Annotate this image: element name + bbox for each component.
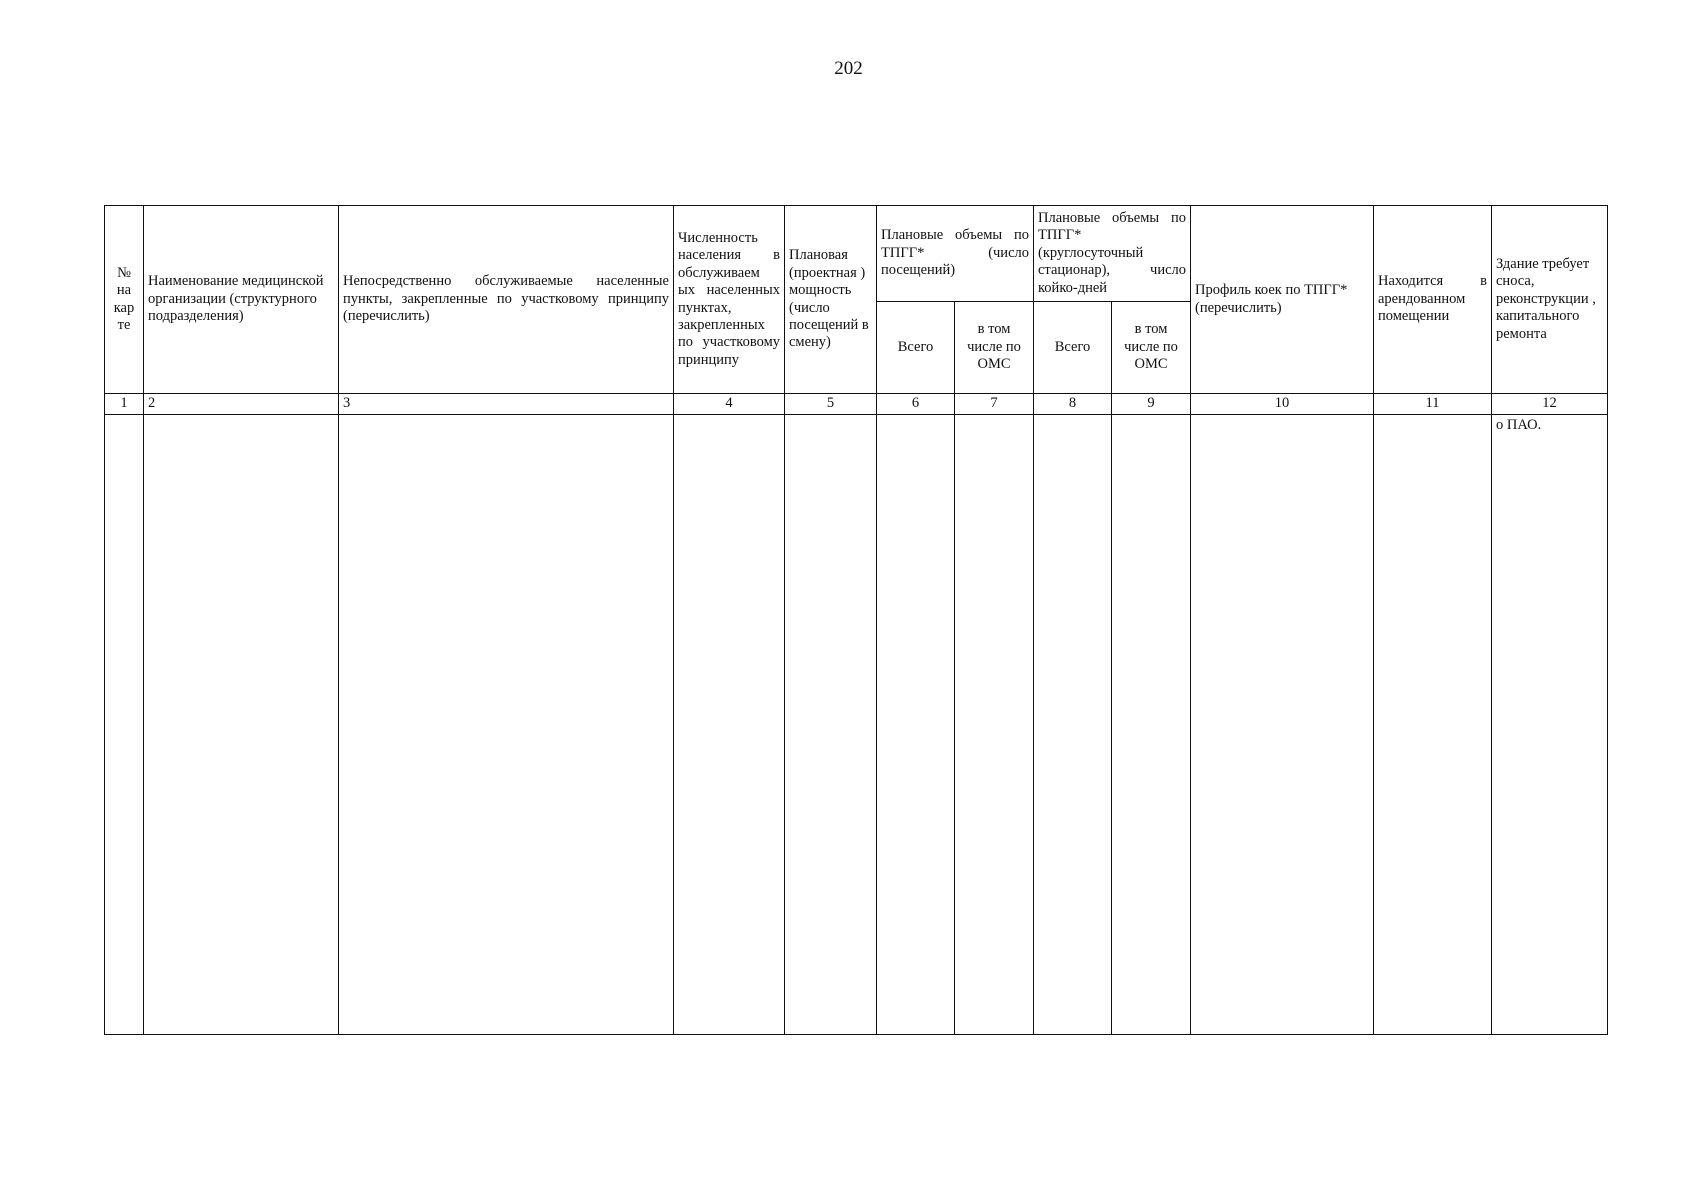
body-cell-2 <box>144 415 339 1035</box>
column-number: 12 <box>1492 394 1608 415</box>
header-col-3: Непосредственно обслуживаемые населенные пункты, закрепленные по участковому принципу (перечислить) <box>339 206 674 394</box>
page-number: 202 <box>834 58 863 79</box>
column-number-row <box>105 394 1608 415</box>
column-number: 1 <box>105 394 144 415</box>
body-cell-3 <box>339 415 674 1035</box>
body-cell-12: о ПАО. <box>1492 415 1608 1035</box>
column-number: 2 <box>144 394 339 415</box>
body-cell-6 <box>877 415 955 1035</box>
body-cell-7 <box>955 415 1034 1035</box>
header-col-5: Плановая (проектная ) мощность (число посещений в смену) <box>785 206 877 394</box>
header-col-2: Наименование медицинской организации (структурного подразделения) <box>144 206 339 394</box>
table-body-row <box>105 415 1608 1035</box>
column-number: 4 <box>674 394 785 415</box>
header-col-6: Всего <box>877 302 955 394</box>
body-cell-5 <box>785 415 877 1035</box>
header-row-1 <box>105 206 1608 302</box>
column-number: 8 <box>1034 394 1112 415</box>
data-table <box>104 205 1608 1035</box>
body-cell-1 <box>105 415 144 1035</box>
body-cell-11 <box>1374 415 1492 1035</box>
column-number: 10 <box>1191 394 1374 415</box>
header-col-1: № на кар те <box>105 206 144 394</box>
header-col-9: в том числе по ОМС <box>1112 302 1191 394</box>
body-cell-8 <box>1034 415 1112 1035</box>
column-number: 3 <box>339 394 674 415</box>
header-group-8-9: Плановые объемы по ТПГГ* (круглосуточный стационар), число койко-дней <box>1034 206 1191 302</box>
column-number: 9 <box>1112 394 1191 415</box>
body-cell-4 <box>674 415 785 1035</box>
header-col-8: Всего <box>1034 302 1112 394</box>
body-cell-10 <box>1191 415 1374 1035</box>
header-col-7: в том числе по ОМС <box>955 302 1034 394</box>
column-number: 6 <box>877 394 955 415</box>
column-number: 7 <box>955 394 1034 415</box>
column-number: 5 <box>785 394 877 415</box>
column-number: 11 <box>1374 394 1492 415</box>
header-group-6-7: Плановые объемы по ТПГГ* (число посещений) <box>877 206 1034 302</box>
header-col-10: Профиль коек по ТПГГ* (перечислить) <box>1191 206 1374 394</box>
header-col-12: Здание требует сноса, реконструкции , капитального ремонта <box>1492 206 1608 394</box>
header-col-4: Численность населения в обслуживаем ых населенных пунктах, закрепленных по участковому принципу <box>674 206 785 394</box>
header-col-11: Находится в арендованном помещении <box>1374 206 1492 394</box>
body-cell-9 <box>1112 415 1191 1035</box>
